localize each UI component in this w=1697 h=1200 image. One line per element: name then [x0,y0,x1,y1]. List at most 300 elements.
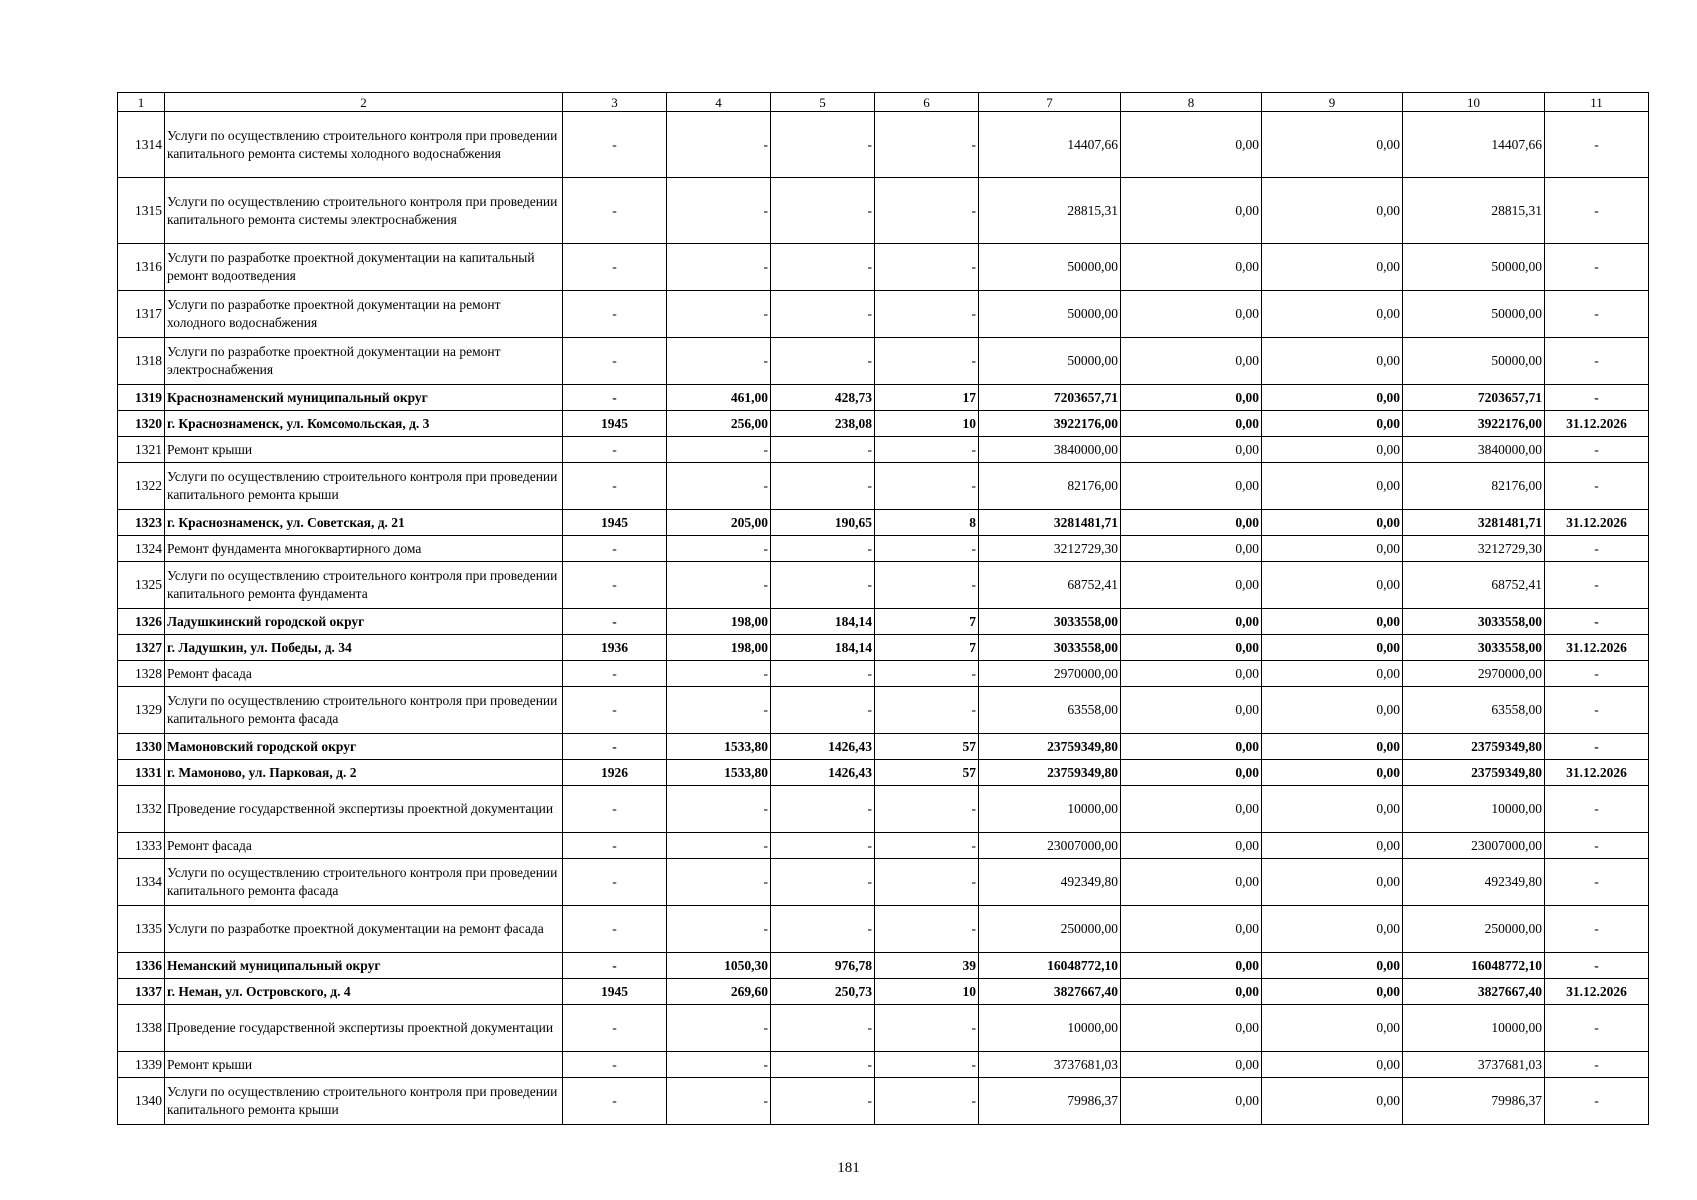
col5-cell: 238,08 [771,411,875,437]
col5-cell: - [771,786,875,833]
col7-cell: 10000,00 [979,786,1121,833]
col8-cell: 0,00 [1121,178,1262,244]
column-header: 8 [1121,93,1262,112]
item-name: Услуги по осуществлению строительного контроля при проведении капитального ремонта крыши [165,1078,563,1125]
year-cell: - [563,112,667,178]
col9-cell: 0,00 [1262,562,1403,609]
col9-cell: 0,00 [1262,635,1403,661]
col10-cell: 16048772,10 [1403,953,1545,979]
col6-cell: - [875,463,979,510]
col9-cell: 0,00 [1262,536,1403,562]
table-row [118,338,1649,385]
table-row [118,411,1649,437]
year-cell: 1926 [563,760,667,786]
deadline-cell: - [1545,609,1649,635]
table-row [118,635,1649,661]
item-name: Услуги по осуществлению строительного контроля при проведении капитального ремонта системы холодного водоснабжения [165,112,563,178]
year-cell: - [563,833,667,859]
table-row [118,859,1649,906]
col5-cell: - [771,291,875,338]
row-number: 1340 [118,1078,165,1125]
col7-cell: 28815,31 [979,178,1121,244]
item-name: Услуги по разработке проектной документации на ремонт холодного водоснабжения [165,291,563,338]
table-row [118,1005,1649,1052]
row-number: 1339 [118,1052,165,1078]
table-row [118,244,1649,291]
col5-cell: 1426,43 [771,734,875,760]
col4-cell: 1533,80 [667,760,771,786]
item-name: г. Краснознаменск, ул. Комсомольская, д. 3 [165,411,563,437]
col6-cell: - [875,112,979,178]
deadline-cell: - [1545,112,1649,178]
item-name: Ремонт фасада [165,661,563,687]
row-number: 1319 [118,385,165,411]
item-name: г. Мамоново, ул. Парковая, д. 2 [165,760,563,786]
col7-cell: 2970000,00 [979,661,1121,687]
col4-cell: - [667,338,771,385]
col4-cell: - [667,1078,771,1125]
col8-cell: 0,00 [1121,338,1262,385]
col8-cell: 0,00 [1121,244,1262,291]
col8-cell: 0,00 [1121,1005,1262,1052]
col10-cell: 3212729,30 [1403,536,1545,562]
col4-cell: - [667,562,771,609]
col7-cell: 23007000,00 [979,833,1121,859]
deadline-cell: - [1545,291,1649,338]
col8-cell: 0,00 [1121,734,1262,760]
column-number-row [118,93,1649,112]
col6-cell: 10 [875,979,979,1005]
item-name: Ладушкинский городской округ [165,609,563,635]
col9-cell: 0,00 [1262,463,1403,510]
deadline-cell: - [1545,1005,1649,1052]
col6-cell: - [875,562,979,609]
row-number: 1314 [118,112,165,178]
col9-cell: 0,00 [1262,112,1403,178]
col4-cell: 198,00 [667,609,771,635]
col7-cell: 3281481,71 [979,510,1121,536]
column-header: 10 [1403,93,1545,112]
col9-cell: 0,00 [1262,411,1403,437]
table-row [118,510,1649,536]
year-cell: - [563,687,667,734]
deadline-cell: - [1545,1078,1649,1125]
col10-cell: 7203657,71 [1403,385,1545,411]
col10-cell: 50000,00 [1403,291,1545,338]
col10-cell: 3827667,40 [1403,979,1545,1005]
col9-cell: 0,00 [1262,661,1403,687]
col8-cell: 0,00 [1121,510,1262,536]
deadline-cell: 31.12.2026 [1545,760,1649,786]
item-name: Услуги по разработке проектной документации на капитальный ремонт водоотведения [165,244,563,291]
deadline-cell: - [1545,437,1649,463]
year-cell: - [563,178,667,244]
item-name: Услуги по осуществлению строительного контроля при проведении капитального ремонта фасада [165,687,563,734]
row-number: 1318 [118,338,165,385]
col10-cell: 82176,00 [1403,463,1545,510]
col9-cell: 0,00 [1262,178,1403,244]
item-name: Услуги по разработке проектной документации на ремонт фасада [165,906,563,953]
col8-cell: 0,00 [1121,609,1262,635]
year-cell: - [563,1078,667,1125]
table-row [118,437,1649,463]
deadline-cell: - [1545,859,1649,906]
col6-cell: 57 [875,760,979,786]
col9-cell: 0,00 [1262,385,1403,411]
row-number: 1321 [118,437,165,463]
column-header: 4 [667,93,771,112]
year-cell: - [563,385,667,411]
col7-cell: 3827667,40 [979,979,1121,1005]
col8-cell: 0,00 [1121,463,1262,510]
col4-cell: - [667,536,771,562]
col7-cell: 50000,00 [979,244,1121,291]
row-number: 1336 [118,953,165,979]
col10-cell: 3737681,03 [1403,1052,1545,1078]
col10-cell: 23759349,80 [1403,760,1545,786]
col10-cell: 3840000,00 [1403,437,1545,463]
deadline-cell: - [1545,385,1649,411]
col5-cell: 184,14 [771,635,875,661]
deadline-cell: - [1545,244,1649,291]
col6-cell: - [875,1078,979,1125]
item-name: Услуги по осуществлению строительного контроля при проведении капитального ремонта системы электроснабжения [165,178,563,244]
col9-cell: 0,00 [1262,1052,1403,1078]
deadline-cell: 31.12.2026 [1545,411,1649,437]
col6-cell: - [875,291,979,338]
year-cell: - [563,437,667,463]
deadline-cell: - [1545,953,1649,979]
table-row [118,786,1649,833]
col7-cell: 68752,41 [979,562,1121,609]
col6-cell: 39 [875,953,979,979]
col7-cell: 23759349,80 [979,734,1121,760]
col10-cell: 250000,00 [1403,906,1545,953]
col8-cell: 0,00 [1121,833,1262,859]
col6-cell: 10 [875,411,979,437]
row-number: 1332 [118,786,165,833]
year-cell: - [563,1005,667,1052]
item-name: Краснознаменский муниципальный округ [165,385,563,411]
col8-cell: 0,00 [1121,291,1262,338]
deadline-cell: - [1545,906,1649,953]
col7-cell: 10000,00 [979,1005,1121,1052]
col8-cell: 0,00 [1121,1052,1262,1078]
col7-cell: 3212729,30 [979,536,1121,562]
table-body [118,93,1649,1125]
year-cell: - [563,859,667,906]
col9-cell: 0,00 [1262,291,1403,338]
col7-cell: 7203657,71 [979,385,1121,411]
col10-cell: 492349,80 [1403,859,1545,906]
col4-cell: - [667,661,771,687]
table-row [118,463,1649,510]
year-cell: - [563,291,667,338]
col4-cell: - [667,687,771,734]
col8-cell: 0,00 [1121,112,1262,178]
item-name: Неманский муниципальный округ [165,953,563,979]
deadline-cell: - [1545,661,1649,687]
row-number: 1322 [118,463,165,510]
row-number: 1328 [118,661,165,687]
col4-cell: 461,00 [667,385,771,411]
row-number: 1326 [118,609,165,635]
col10-cell: 68752,41 [1403,562,1545,609]
year-cell: - [563,661,667,687]
item-name: Мамоновский городской округ [165,734,563,760]
col8-cell: 0,00 [1121,760,1262,786]
deadline-cell: 31.12.2026 [1545,635,1649,661]
year-cell: 1945 [563,510,667,536]
item-name: Ремонт фасада [165,833,563,859]
col9-cell: 0,00 [1262,510,1403,536]
table-row [118,734,1649,760]
col5-cell: - [771,833,875,859]
table-row [118,291,1649,338]
col8-cell: 0,00 [1121,953,1262,979]
row-number: 1315 [118,178,165,244]
col5-cell: 976,78 [771,953,875,979]
col8-cell: 0,00 [1121,536,1262,562]
col5-cell: - [771,687,875,734]
col5-cell: - [771,1005,875,1052]
column-header: 9 [1262,93,1403,112]
col10-cell: 23007000,00 [1403,833,1545,859]
col9-cell: 0,00 [1262,1005,1403,1052]
col8-cell: 0,00 [1121,859,1262,906]
col5-cell: - [771,661,875,687]
col6-cell: - [875,786,979,833]
deadline-cell: - [1545,786,1649,833]
col7-cell: 63558,00 [979,687,1121,734]
col5-cell: - [771,244,875,291]
col5-cell: - [771,1078,875,1125]
col9-cell: 0,00 [1262,437,1403,463]
year-cell: - [563,463,667,510]
item-name: Услуги по разработке проектной документации на ремонт электроснабжения [165,338,563,385]
col4-cell: 1533,80 [667,734,771,760]
item-name: г. Краснознаменск, ул. Советская, д. 21 [165,510,563,536]
deadline-cell: - [1545,338,1649,385]
item-name: Услуги по осуществлению строительного контроля при проведении капитального ремонта фасада [165,859,563,906]
table-row [118,687,1649,734]
deadline-cell: - [1545,536,1649,562]
col7-cell: 3922176,00 [979,411,1121,437]
row-number: 1335 [118,906,165,953]
row-number: 1331 [118,760,165,786]
deadline-cell: - [1545,1052,1649,1078]
column-header: 3 [563,93,667,112]
table-row [118,906,1649,953]
col10-cell: 3281481,71 [1403,510,1545,536]
col4-cell: - [667,244,771,291]
table-row [118,562,1649,609]
item-name: г. Ладушкин, ул. Победы, д. 34 [165,635,563,661]
col9-cell: 0,00 [1262,979,1403,1005]
col4-cell: - [667,833,771,859]
col5-cell: - [771,437,875,463]
col10-cell: 63558,00 [1403,687,1545,734]
col7-cell: 23759349,80 [979,760,1121,786]
col10-cell: 3033558,00 [1403,635,1545,661]
col6-cell: - [875,687,979,734]
item-name: Ремонт крыши [165,1052,563,1078]
col10-cell: 50000,00 [1403,244,1545,291]
item-name: Проведение государственной экспертизы проектной документации [165,786,563,833]
col6-cell: - [875,859,979,906]
col4-cell: 256,00 [667,411,771,437]
year-cell: - [563,906,667,953]
column-header: 2 [165,93,563,112]
col7-cell: 250000,00 [979,906,1121,953]
col8-cell: 0,00 [1121,687,1262,734]
row-number: 1320 [118,411,165,437]
col7-cell: 3033558,00 [979,609,1121,635]
col9-cell: 0,00 [1262,687,1403,734]
table-row [118,385,1649,411]
col7-cell: 50000,00 [979,338,1121,385]
col6-cell: - [875,338,979,385]
year-cell: - [563,734,667,760]
table-row [118,979,1649,1005]
col6-cell: 7 [875,635,979,661]
col8-cell: 0,00 [1121,635,1262,661]
year-cell: - [563,536,667,562]
col4-cell: 269,60 [667,979,771,1005]
col5-cell: 190,65 [771,510,875,536]
col5-cell: - [771,536,875,562]
col4-cell: - [667,463,771,510]
row-number: 1327 [118,635,165,661]
col9-cell: 0,00 [1262,1078,1403,1125]
col6-cell: - [875,1005,979,1052]
col8-cell: 0,00 [1121,906,1262,953]
col6-cell: 8 [875,510,979,536]
table-row [118,760,1649,786]
col5-cell: 1426,43 [771,760,875,786]
col5-cell: - [771,112,875,178]
col7-cell: 50000,00 [979,291,1121,338]
table-row [118,112,1649,178]
page-number: 181 [837,1160,860,1176]
item-name: Услуги по осуществлению строительного контроля при проведении капитального ремонта крыши [165,463,563,510]
col5-cell: - [771,338,875,385]
col6-cell: - [875,1052,979,1078]
col8-cell: 0,00 [1121,1078,1262,1125]
col7-cell: 492349,80 [979,859,1121,906]
col7-cell: 82176,00 [979,463,1121,510]
deadline-cell: - [1545,833,1649,859]
col4-cell: - [667,178,771,244]
table-row [118,1052,1649,1078]
column-header: 7 [979,93,1121,112]
col10-cell: 10000,00 [1403,1005,1545,1052]
item-name: Проведение государственной экспертизы проектной документации [165,1005,563,1052]
col10-cell: 3033558,00 [1403,609,1545,635]
col6-cell: - [875,437,979,463]
table-row [118,536,1649,562]
col8-cell: 0,00 [1121,562,1262,609]
column-header: 5 [771,93,875,112]
year-cell: - [563,953,667,979]
col4-cell: - [667,859,771,906]
col7-cell: 16048772,10 [979,953,1121,979]
col10-cell: 3922176,00 [1403,411,1545,437]
item-name: Услуги по осуществлению строительного контроля при проведении капитального ремонта фундамента [165,562,563,609]
col8-cell: 0,00 [1121,979,1262,1005]
col5-cell: 428,73 [771,385,875,411]
row-number: 1324 [118,536,165,562]
col7-cell: 3033558,00 [979,635,1121,661]
col4-cell: - [667,1052,771,1078]
row-number: 1334 [118,859,165,906]
col8-cell: 0,00 [1121,661,1262,687]
row-number: 1338 [118,1005,165,1052]
column-header: 6 [875,93,979,112]
row-number: 1333 [118,833,165,859]
item-name: Ремонт крыши [165,437,563,463]
row-number: 1323 [118,510,165,536]
col10-cell: 23759349,80 [1403,734,1545,760]
col10-cell: 28815,31 [1403,178,1545,244]
row-number: 1317 [118,291,165,338]
year-cell: - [563,244,667,291]
row-number: 1325 [118,562,165,609]
col5-cell: 250,73 [771,979,875,1005]
col9-cell: 0,00 [1262,833,1403,859]
col5-cell: - [771,562,875,609]
row-number: 1330 [118,734,165,760]
col6-cell: - [875,178,979,244]
col9-cell: 0,00 [1262,609,1403,635]
col9-cell: 0,00 [1262,734,1403,760]
column-header: 11 [1545,93,1649,112]
col6-cell: - [875,244,979,291]
col6-cell: - [875,536,979,562]
table-row [118,609,1649,635]
year-cell: 1936 [563,635,667,661]
table-row [118,953,1649,979]
col4-cell: - [667,437,771,463]
col7-cell: 79986,37 [979,1078,1121,1125]
col5-cell: - [771,906,875,953]
deadline-cell: - [1545,463,1649,510]
col4-cell: 205,00 [667,510,771,536]
col10-cell: 14407,66 [1403,112,1545,178]
col6-cell: - [875,906,979,953]
col5-cell: - [771,1052,875,1078]
table-row [118,833,1649,859]
col9-cell: 0,00 [1262,786,1403,833]
col5-cell: - [771,178,875,244]
col6-cell: - [875,833,979,859]
col9-cell: 0,00 [1262,244,1403,291]
col5-cell: - [771,463,875,510]
col4-cell: 1050,30 [667,953,771,979]
col10-cell: 2970000,00 [1403,661,1545,687]
col4-cell: - [667,906,771,953]
year-cell: - [563,786,667,833]
row-number: 1337 [118,979,165,1005]
deadline-cell: 31.12.2026 [1545,510,1649,536]
col8-cell: 0,00 [1121,385,1262,411]
col9-cell: 0,00 [1262,953,1403,979]
deadline-cell: - [1545,562,1649,609]
deadline-cell: - [1545,734,1649,760]
col5-cell: - [771,859,875,906]
deadline-cell: - [1545,687,1649,734]
item-name: Ремонт фундамента многоквартирного дома [165,536,563,562]
